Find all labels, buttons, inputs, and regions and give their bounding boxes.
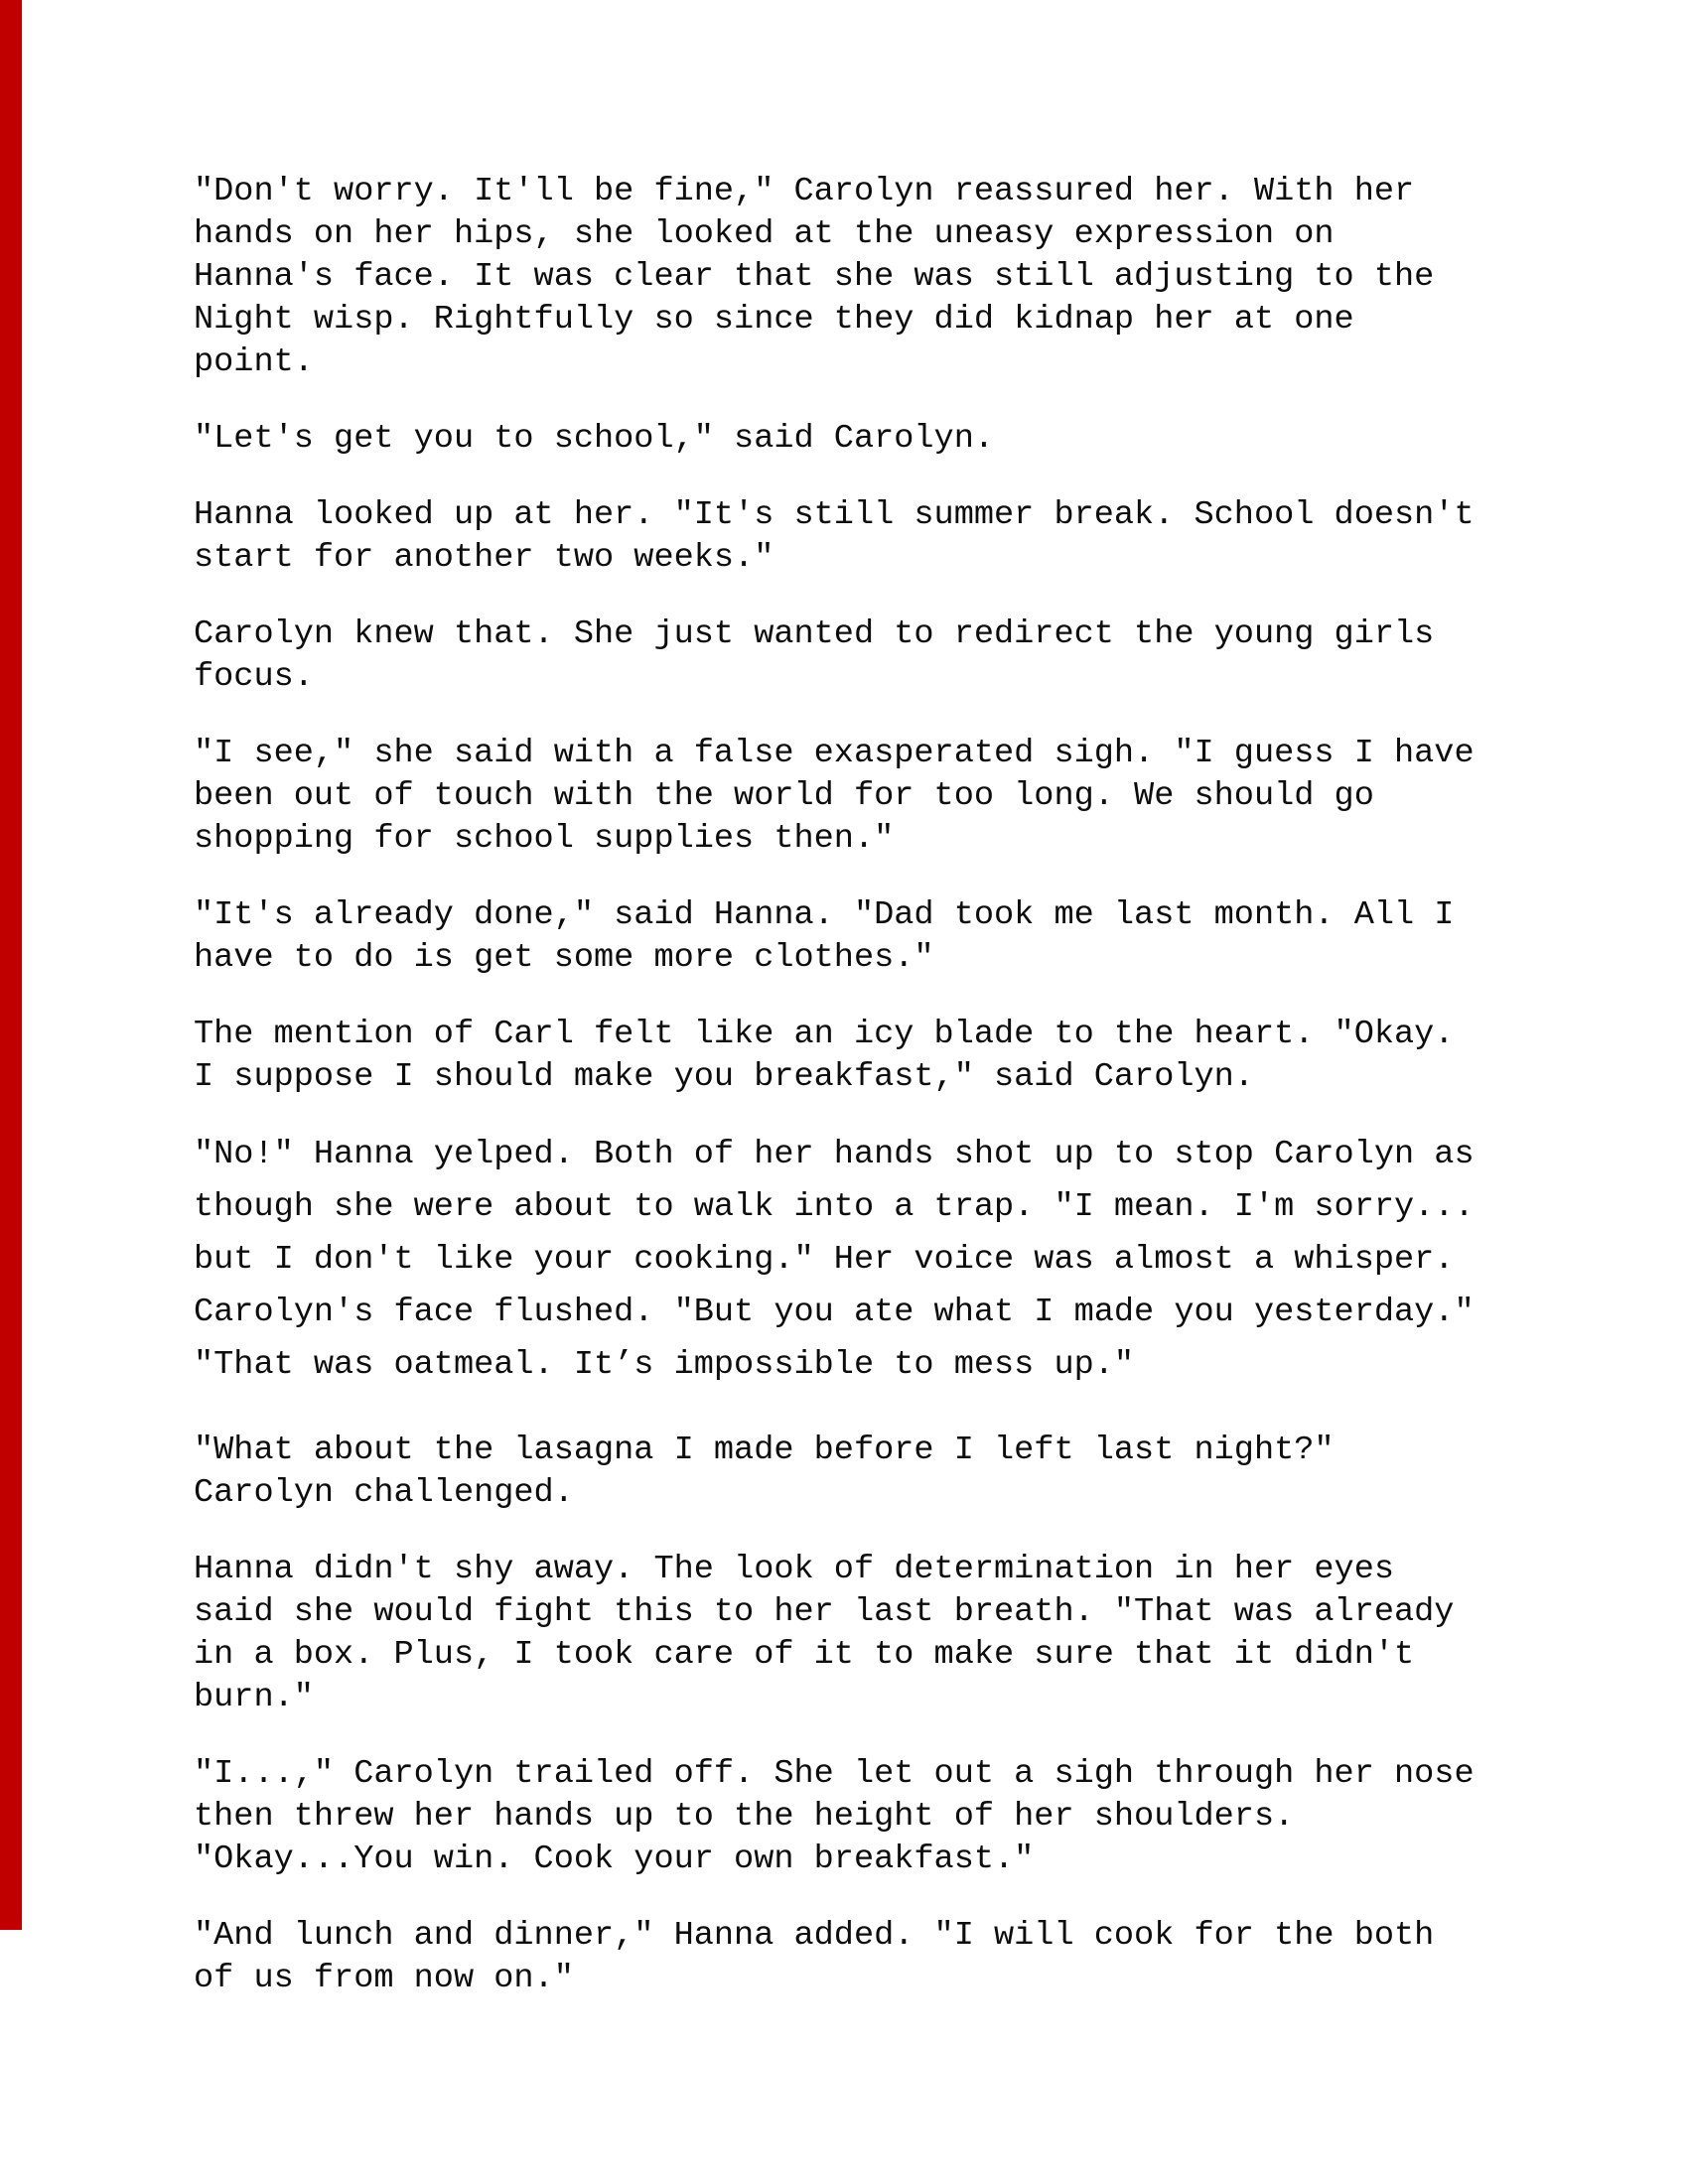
text-line: "I...," Carolyn trailed off. She let out a sigh through her nose xyxy=(194,1755,1475,1793)
text-line: Carolyn's face flushed. "But you ate what I made you yesterday." xyxy=(194,1294,1475,1331)
text-line: though she were about to walk into a trap. "I mean. I'm sorry... xyxy=(194,1188,1475,1226)
text-line: point. xyxy=(194,343,314,381)
paragraph xyxy=(194,418,1584,461)
text-line: start for another two weeks." xyxy=(194,539,774,577)
text-line: have to do is get some more clothes." xyxy=(194,939,934,977)
text-line: "Don't worry. It'll be fine," Carolyn reassured her. With her xyxy=(194,173,1415,210)
text-line: Hanna looked up at her. "It's still summer break. School doesn't xyxy=(194,496,1475,534)
text-line: Carolyn knew that. She just wanted to redirect the young girls xyxy=(194,615,1435,653)
text-line: but I don't like your cooking." Her voice was almost a whisper. xyxy=(194,1241,1455,1279)
paragraph xyxy=(194,171,1584,384)
text-line: Hanna didn't shy away. The look of determination in her eyes xyxy=(194,1551,1395,1588)
text-line: of us from now on." xyxy=(194,1960,574,1997)
text-line: "And lunch and dinner," Hanna added. "I will cook for the both xyxy=(194,1917,1435,1955)
revision-change-bar xyxy=(0,0,22,1930)
text-line: said she would fight this to her last breath. "That was already xyxy=(194,1593,1455,1631)
text-line: Carolyn challenged. xyxy=(194,1474,574,1512)
story-text xyxy=(194,171,1584,2000)
paragraph xyxy=(194,494,1584,580)
text-line: Hanna's face. It was clear that she was still adjusting to the xyxy=(194,258,1435,296)
text-line: in a box. Plus, I took care of it to make sure that it didn't xyxy=(194,1636,1415,1674)
text-line: shopping for school supplies then." xyxy=(194,820,895,858)
text-line: Night wisp. Rightfully so since they did kidnap her at one xyxy=(194,301,1354,339)
text-line: focus. xyxy=(194,658,314,696)
paragraph xyxy=(194,1915,1584,2000)
text-line: "Okay...You win. Cook your own breakfast." xyxy=(194,1841,1035,1878)
text-line: "That was oatmeal. It’s impossible to mess up." xyxy=(194,1346,1135,1384)
paragraph xyxy=(194,1129,1584,1392)
text-line: I suppose I should make you breakfast," said Carolyn. xyxy=(194,1058,1254,1096)
text-line: "I see," she said with a false exasperated sigh. "I guess I have xyxy=(194,735,1475,772)
text-line: then threw her hands up to the height of her shoulders. xyxy=(194,1798,1295,1836)
paragraph xyxy=(194,1430,1584,1515)
paragraph xyxy=(194,733,1584,861)
paragraph xyxy=(194,894,1584,980)
text-line: "What about the lasagna I made before I left last night?" xyxy=(194,1432,1335,1469)
text-line: "Let's get you to school," said Carolyn. xyxy=(194,420,995,458)
paragraph xyxy=(194,1014,1584,1099)
text-line: "No!" Hanna yelped. Both of her hands shot up to stop Carolyn as xyxy=(194,1136,1475,1173)
text-line: hands on her hips, she looked at the uneasy expression on xyxy=(194,215,1335,253)
paragraph xyxy=(194,1549,1584,1719)
paragraph xyxy=(194,614,1584,699)
text-line: "It's already done," said Hanna. "Dad took me last month. All I xyxy=(194,896,1455,934)
text-line: been out of touch with the world for too long. We should go xyxy=(194,777,1374,815)
text-line: burn." xyxy=(194,1679,314,1716)
paragraph xyxy=(194,1753,1584,1881)
text-line: The mention of Carl felt like an icy blade to the heart. "Okay. xyxy=(194,1016,1455,1053)
